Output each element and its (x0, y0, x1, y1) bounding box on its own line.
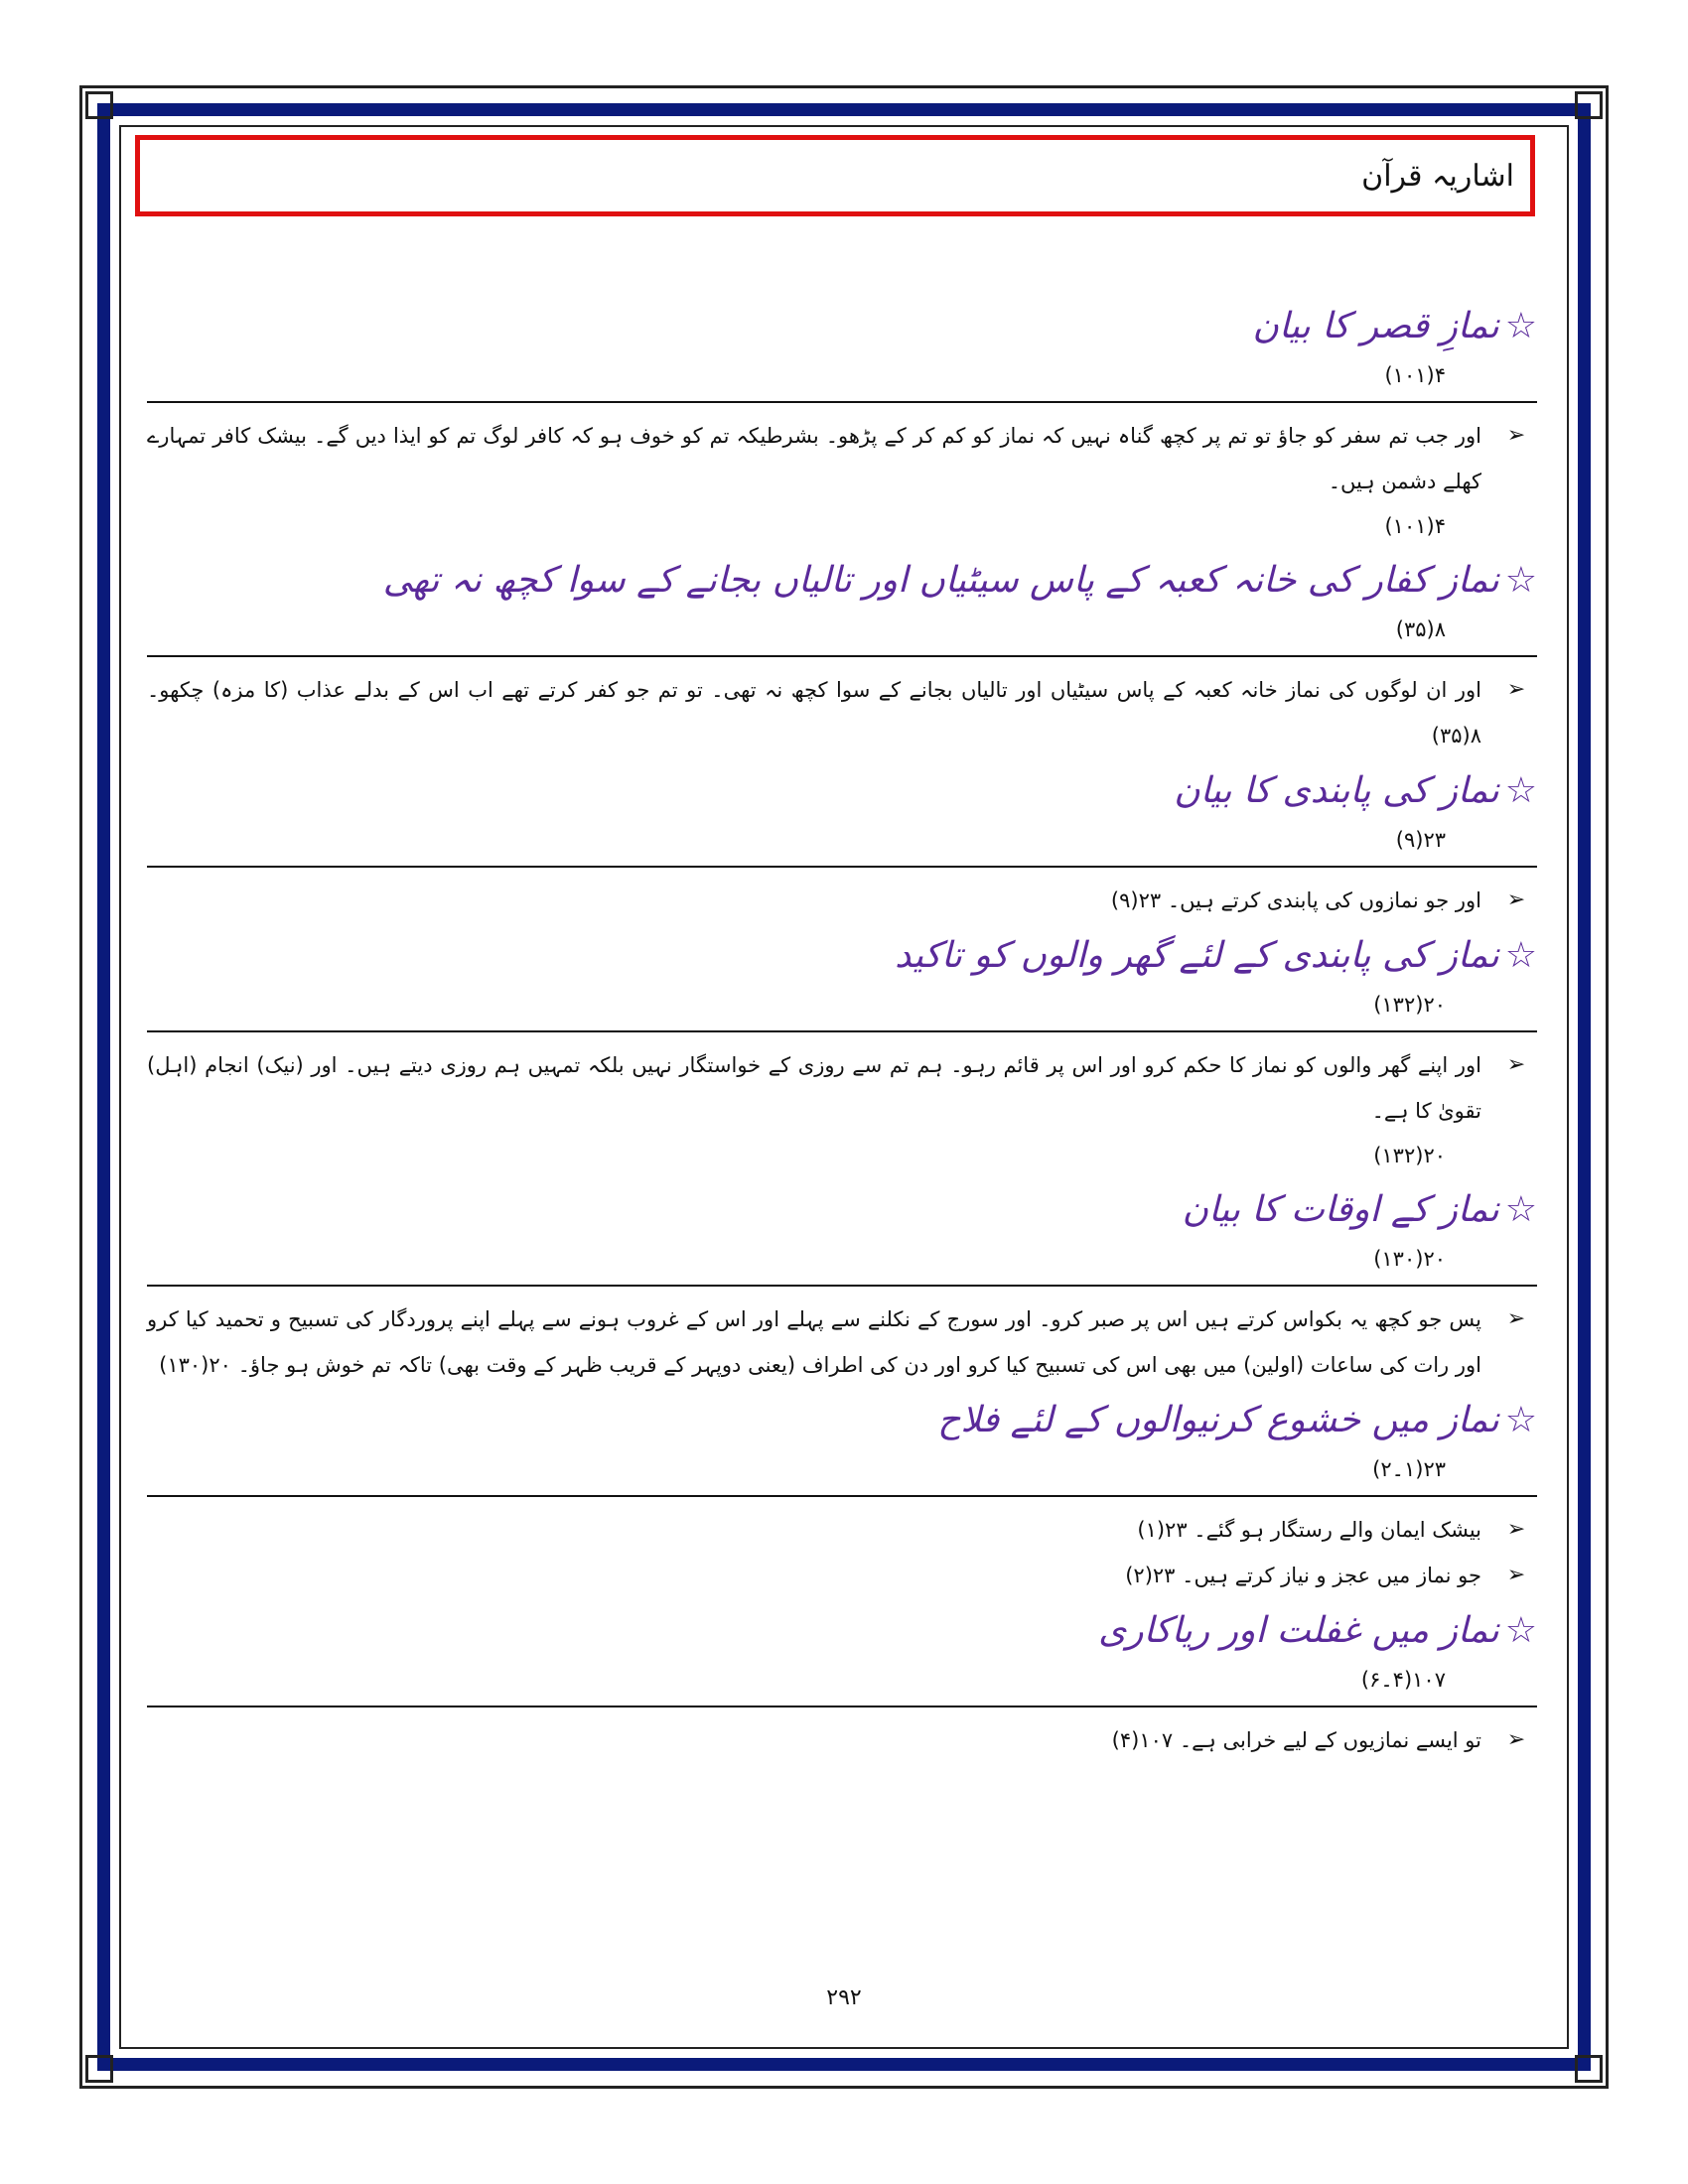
verse-text: پس جو کچھ یہ بکواس کرتے ہیں اس پر صبر کرو۔ اور سورج کے نکلنے سے پہلے اور اس کے غروب ہونے سے پہلے اپنے پروردگار کی تسبیح و تحمید کیا کرو اور رات کی ساعات (اولین) میں بھی اس کی تسبیح کیا کرو اور دن کی اطراف (یعنی دوپہر کے قریب ظہر کے وقت بھی) تاکہ تم خوش ہو جاؤ۔ ۲۰(۱۳۰) (147, 1307, 1481, 1377)
topic-reference: ۲۳(۱۔۲) (1372, 1457, 1446, 1481)
verse-text: تو ایسے نمازیوں کے لیے خرابی ہے۔ ۱۰۷(۴) (1111, 1728, 1481, 1752)
divider (147, 866, 1537, 868)
topic-title-text: نماز کی پابندی کے لئے گھر والوں کو تاکید (895, 935, 1499, 976)
topic-section (147, 552, 1537, 758)
topic-section (147, 1181, 1537, 1388)
list-item (147, 878, 1537, 923)
topic-section (147, 927, 1537, 1177)
header-title: اشاریہ قرآن (1361, 158, 1514, 194)
verse-text: اور اپنے گھر والوں کو نماز کا حکم کرو اور اس پر قائم رہو۔ ہم تم سے روزی کے خواستگار نہیں بلکہ تمہیں ہم روزی دیتے ہیں۔ اور (نیک) انجام (اہل) تقویٰ کا ہے۔ (147, 1053, 1481, 1123)
topic-title (147, 1181, 1537, 1239)
topic-title (147, 298, 1537, 355)
header-box (135, 135, 1535, 216)
corner-ornament-bl (85, 2055, 113, 2083)
star-outline-icon: ☆ (1504, 935, 1537, 976)
verse-text: بیشک ایمان والے رستگار ہو گئے۔ ۲۳(۱) (1137, 1518, 1481, 1542)
star-outline-icon: ☆ (1504, 560, 1537, 601)
page-number: ۲۹۲ (826, 1985, 862, 2010)
topic-title-text: نماز کی پابندی کا بیان (1174, 770, 1499, 811)
topic-reference: ۱۰۷(۴۔۶) (1360, 1668, 1446, 1692)
divider (147, 1495, 1537, 1497)
divider (147, 655, 1537, 657)
verse-reference: ۴(۱۰۱) (1384, 514, 1446, 538)
topic-section (147, 1392, 1537, 1598)
topic-title (147, 762, 1537, 820)
star-outline-icon: ☆ (1504, 770, 1537, 811)
arrow-bullet-icon: ➢ (1506, 887, 1526, 912)
corner-ornament-br (1575, 2055, 1603, 2083)
topic-reference: ۲۳(۹) (1395, 828, 1446, 852)
list-item (147, 1507, 1537, 1553)
topic-reference: ۴(۱۰۱) (1384, 363, 1446, 387)
arrow-bullet-icon: ➢ (1506, 423, 1526, 448)
topic-title (147, 1392, 1537, 1449)
topic-reference: ۸(۳۵) (1395, 617, 1446, 641)
verse-text: جو نماز میں عجز و نیاز کرتے ہیں۔ ۲۳(۲) (1125, 1564, 1481, 1587)
index-content (147, 298, 1537, 1767)
topic-title (147, 552, 1537, 610)
corner-ornament-tl (85, 91, 113, 119)
list-item (147, 667, 1537, 758)
arrow-bullet-icon: ➢ (1506, 1727, 1526, 1752)
topic-section (147, 762, 1537, 923)
star-outline-icon: ☆ (1504, 306, 1537, 346)
topic-title-text: نمازِ قصر کا بیان (1252, 306, 1499, 346)
verse-text: اور جو نمازوں کی پابندی کرتے ہیں۔ ۲۳(۹) (1110, 888, 1481, 912)
topic-section (147, 298, 1537, 548)
arrow-bullet-icon: ➢ (1506, 1517, 1526, 1542)
topic-title-text: نماز کفار کی خانہ کعبہ کے پاس سیٹیاں اور تالیاں بجانے کے سوا کچھ نہ تھی (382, 560, 1499, 601)
topic-reference: ۲۰(۱۳۰) (1373, 1247, 1446, 1271)
arrow-bullet-icon: ➢ (1506, 1563, 1526, 1587)
topic-section (147, 1602, 1537, 1763)
divider (147, 1706, 1537, 1707)
star-outline-icon: ☆ (1504, 1189, 1537, 1230)
topic-title (147, 927, 1537, 985)
divider (147, 1030, 1537, 1032)
divider (147, 401, 1537, 403)
star-outline-icon: ☆ (1504, 1610, 1537, 1651)
arrow-bullet-icon: ➢ (1506, 677, 1526, 702)
list-item (147, 413, 1537, 504)
list-item (147, 1042, 1537, 1134)
verse-reference: ۲۰(۱۳۲) (1373, 1144, 1446, 1167)
list-item (147, 1717, 1537, 1763)
topic-title-text: نماز میں خشوع کرنیوالوں کے لئے فلاح (937, 1400, 1499, 1440)
arrow-bullet-icon: ➢ (1506, 1306, 1526, 1331)
topic-reference: ۲۰(۱۳۲) (1373, 993, 1446, 1017)
topic-title-text: نماز کے اوقات کا بیان (1182, 1189, 1499, 1230)
verse-text: اور ان لوگوں کی نماز خانہ کعبہ کے پاس سیٹیاں اور تالیاں بجانے کے سوا کچھ نہ تھی۔ تو تم جو کفر کرتے تھے اب اس کے بدلے عذاب (کا مزہ) چکھو۔ ۸(۳۵) (147, 678, 1481, 748)
star-outline-icon: ☆ (1504, 1400, 1537, 1440)
divider (147, 1285, 1537, 1287)
list-item (147, 1553, 1537, 1598)
topic-title-text: نماز میں غفلت اور ریاکاری (1098, 1610, 1499, 1651)
topic-title (147, 1602, 1537, 1660)
arrow-bullet-icon: ➢ (1506, 1052, 1526, 1077)
corner-ornament-tr (1575, 91, 1603, 119)
verse-text: اور جب تم سفر کو جاؤ تو تم پر کچھ گناہ نہیں کہ نماز کو کم کر کے پڑھو۔ بشرطیکہ تم کو خوف ہو کہ کافر لوگ تم کو ایذا دیں گے۔ بیشک کافر تمہارے کھلے دشمن ہیں۔ (147, 424, 1481, 493)
list-item (147, 1297, 1537, 1388)
